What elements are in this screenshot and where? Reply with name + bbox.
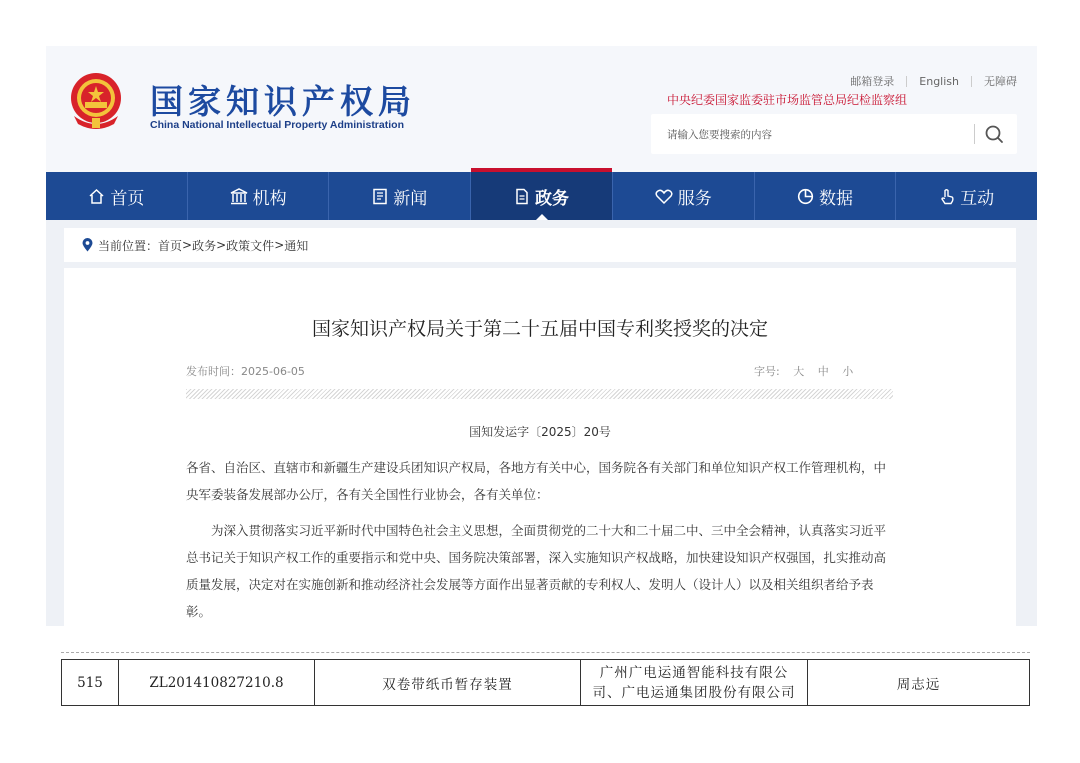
nav-label: 机构 [252,188,287,209]
owner-line: 司、广电运通集团股份有限公司 [592,684,796,701]
divider [971,76,972,87]
nav-interact[interactable] [896,172,1037,220]
breadcrumb-government[interactable]: 政务 [192,238,217,253]
institution-icon [230,188,248,205]
location-pin-icon [82,238,93,252]
search-input[interactable]: 请输入您要搜索的内容 [667,129,772,141]
nav-home[interactable] [46,172,188,220]
row-index: 515 [62,660,119,706]
national-emblem-icon [68,72,124,132]
divider [974,124,975,144]
nav-institution[interactable] [188,172,330,220]
body-paragraph: 为深入贯彻落实习近平新时代中国特色社会主义思想，全面贯彻党的二十大和二十届二中、三中全会精神，认真落实习近平总书记关于知识产权工作的重要指示和党中央、国务院决策部署，深入实施知识产权战略，加快建设知识产权强国，扎实推动高质量发展，决定对在实施创新和推动经济社会发展等方面作出显著贡献的专利权人、发明人（设计人）以及相关组织者给予表彰。 [186,523,887,619]
top-links [850,73,1017,89]
logo-english[interactable]: China National Intellectual Property Administration [150,119,404,131]
article-panel [64,268,1016,626]
owner-line: 广州广电运通智能科技有限公 [599,664,789,681]
breadcrumb-notice[interactable]: 通知 [284,238,309,253]
divider [186,389,893,399]
search-icon[interactable] [983,123,1005,145]
news-icon [372,188,388,205]
site-header [46,46,1037,172]
patent-owner [581,660,808,706]
article-title: 国家知识产权局关于第二十五届中国专利奖授奖的决定 [311,318,768,340]
accessibility-link[interactable]: 无障碍 [984,75,1017,88]
inspection-link[interactable]: 中央纪委国家监委驻市场监管总局纪检监察组 [667,93,908,107]
breadcrumb: 当前位置： 首页 > 政务 > 政策文件 > 通知 [64,228,1016,262]
recipients-paragraph: 各省、自治区、直辖市和新疆生产建设兵团知识产权局，各地方有关中心，国务院各有关部门和单位知识产权工作管理机构，中央军委装备发展部办公厅，各有关全国性行业协会，各有关单位： [186,460,887,502]
cnipa-webpage [46,46,1037,626]
interact-icon [939,188,955,205]
nav-service[interactable] [613,172,755,220]
table-row [62,660,1030,706]
document-number: 国知发运字〔2025〕20号 [469,425,611,439]
breadcrumb-prefix: 当前位置： [98,238,159,253]
email-login-link[interactable]: 邮箱登录 [850,75,895,88]
font-size-control [754,363,853,379]
nav-label: 政务 [535,188,570,209]
font-size-small[interactable]: 小 [842,365,854,378]
breadcrumb-policy-docs[interactable]: 政策文件 [226,238,275,253]
breadcrumb-home[interactable]: 首页 [158,238,183,253]
logo-chinese[interactable]: 国家知识产权局 [150,82,416,121]
divider [906,76,907,87]
nav-label: 互动 [960,188,995,209]
patent-number: ZL201410827210.8 [119,660,315,706]
nav-government[interactable] [471,172,613,220]
data-icon [797,188,814,205]
nav-news[interactable] [329,172,471,220]
award-table [61,659,1030,706]
nav-label: 服务 [677,188,712,209]
service-icon [655,188,673,205]
patent-name: 双卷带纸币暂存装置 [315,660,581,706]
font-size-label: 字号: [754,365,780,378]
publish-date: 发布时间：2025-06-05 [186,365,305,378]
nav-label: 数据 [818,188,853,209]
government-icon [514,188,530,205]
nav-label: 新闻 [393,188,428,209]
nav-data[interactable] [755,172,897,220]
nav-label: 首页 [110,188,145,209]
font-size-medium[interactable]: 中 [817,365,829,378]
search-box[interactable] [651,114,1017,154]
inventor: 周志远 [808,660,1030,706]
home-icon [88,188,105,205]
main-nav [46,172,1037,220]
english-link[interactable]: English [919,74,959,88]
font-size-large[interactable]: 大 [793,365,805,378]
